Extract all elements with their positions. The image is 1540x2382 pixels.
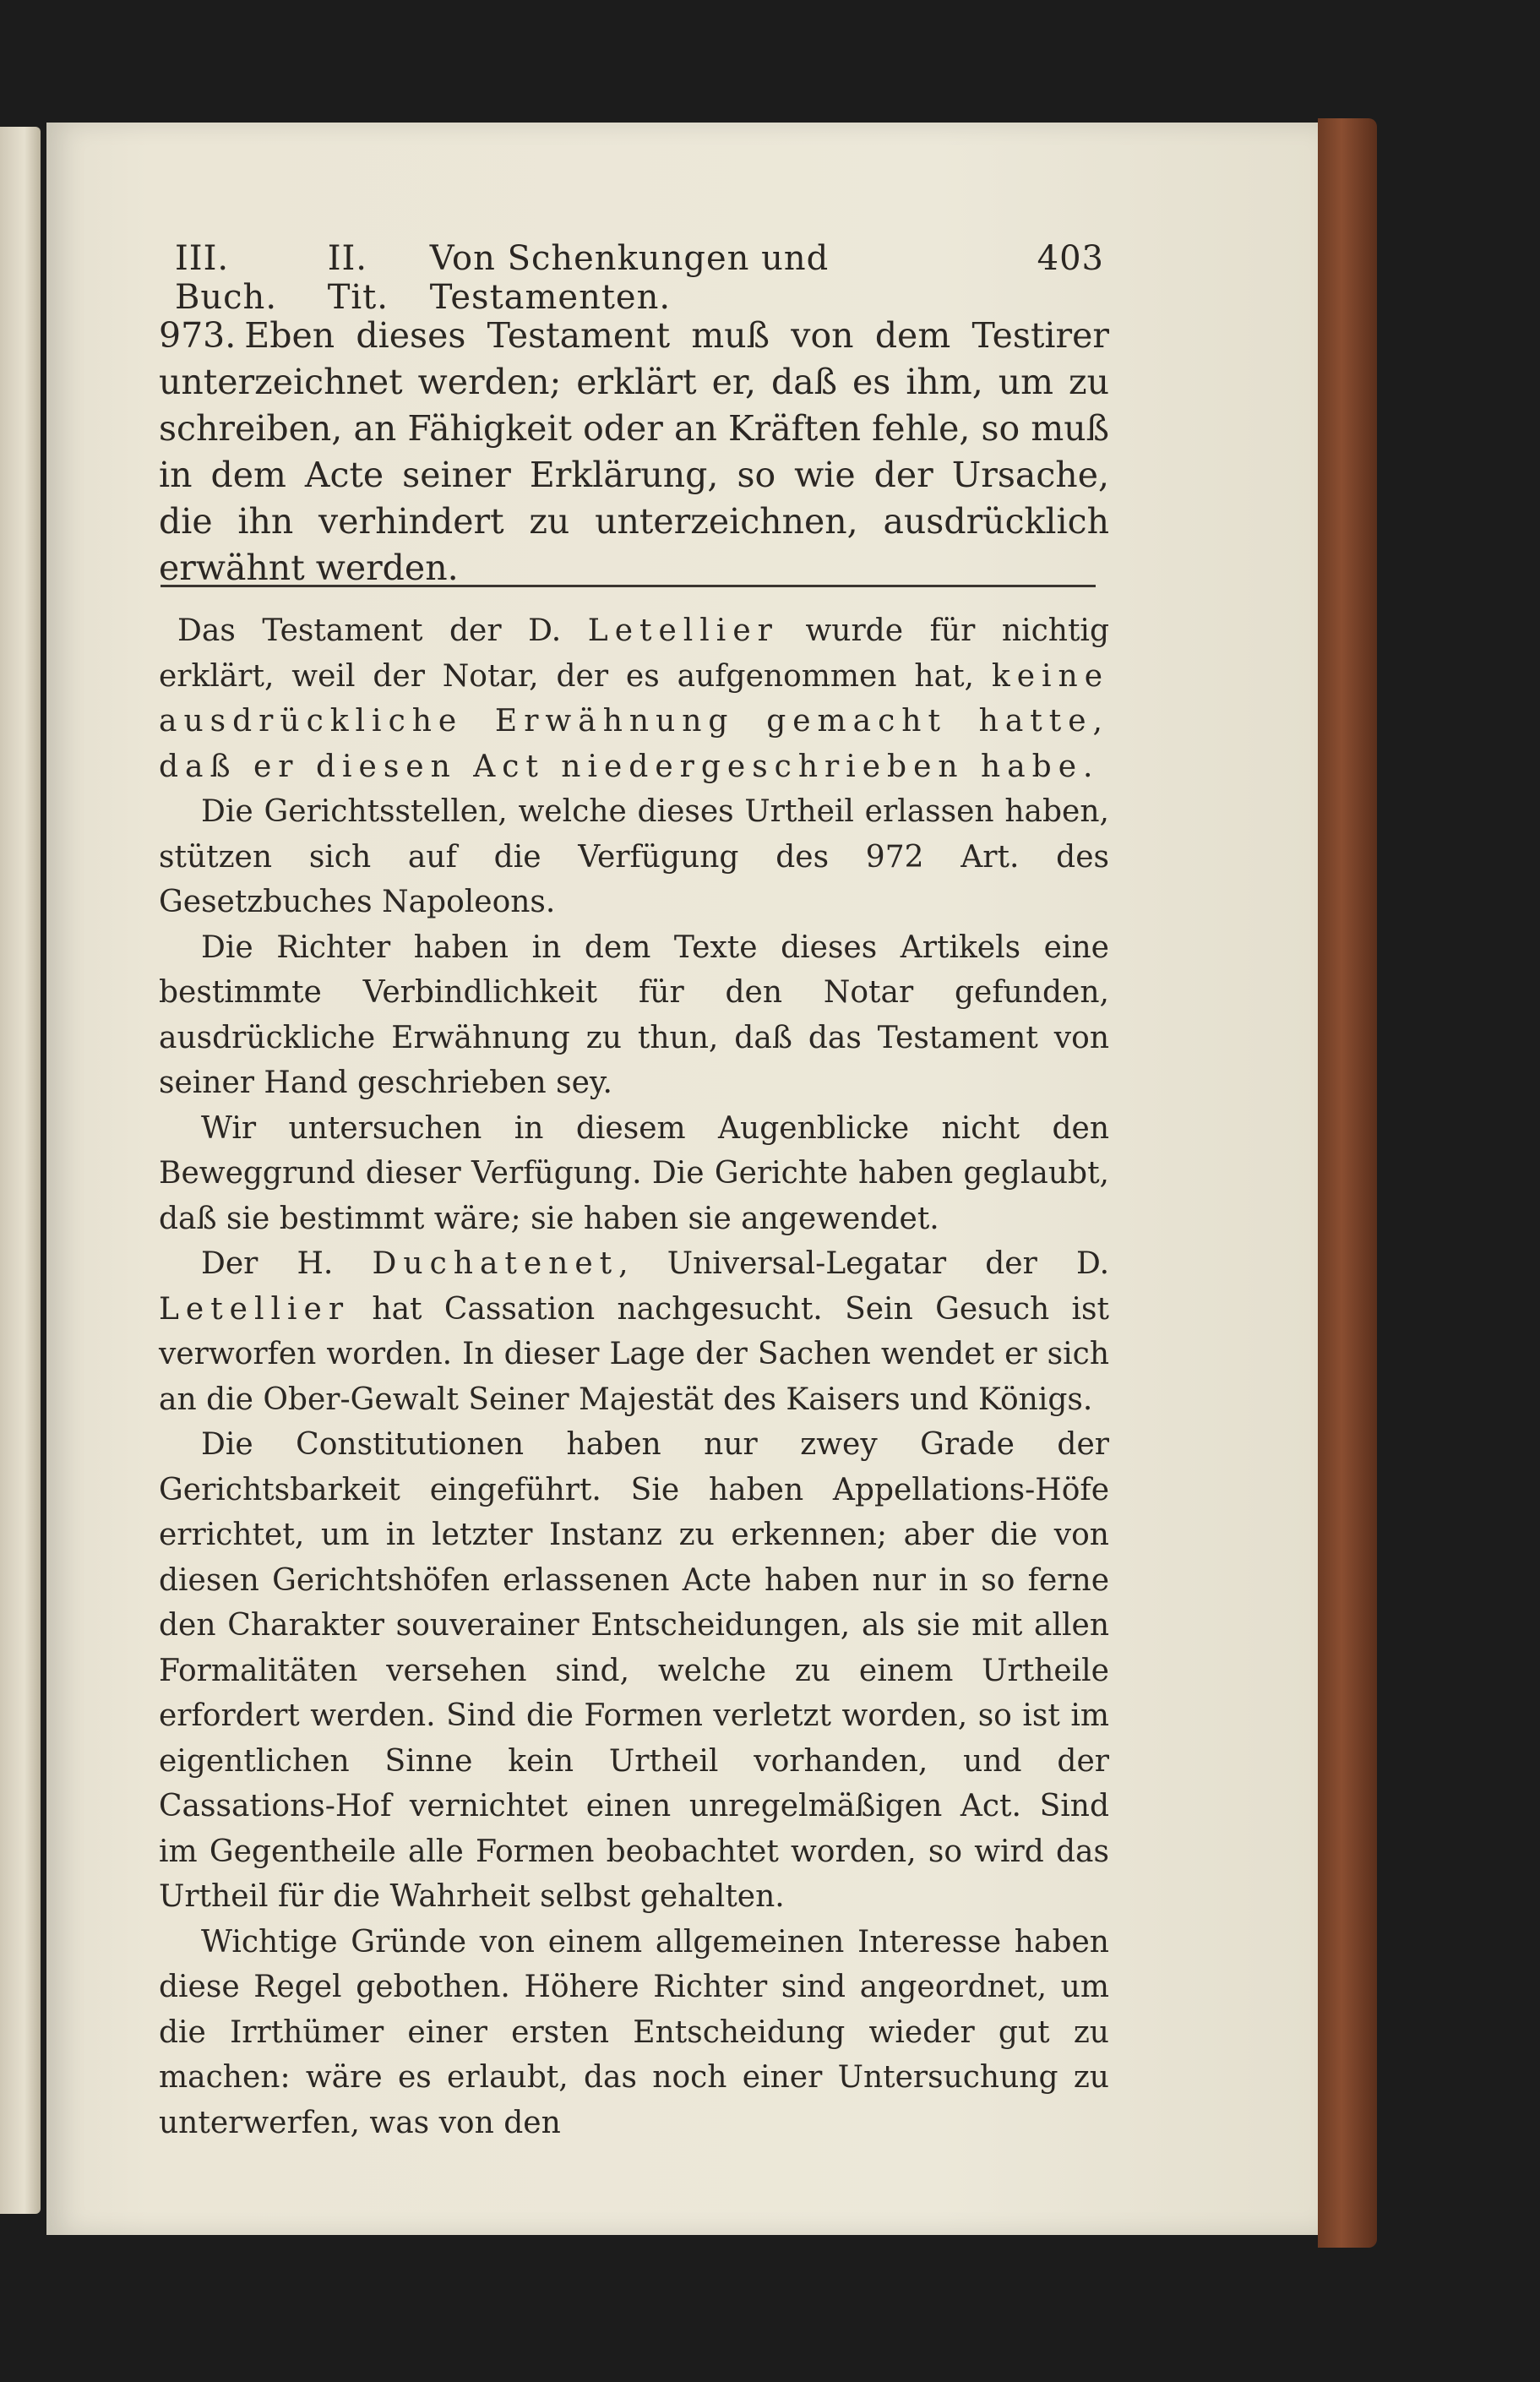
commentary-paragraph-5 (159, 1241, 1109, 1422)
header-title: II. Tit. (327, 239, 389, 317)
running-header (175, 239, 1104, 317)
header-book: III. Buch. (175, 239, 278, 317)
text-run: wurde für nichtig erklärt, weil der Notar, der es aufgenommen hat, (159, 613, 1109, 694)
name-duchatenet: Duchatenet (372, 1246, 619, 1281)
text-run: hat Cassation nachgesucht. Sein Gesuch ist verworfen worden. In dieser Lage der Sachen wendet er sich an die Ober-Gewalt Seiner Majestät des Kaisers und Königs. (159, 1291, 1109, 1417)
article-973 (159, 313, 1109, 591)
section-divider (161, 585, 1096, 587)
header-subject: Von Schenkungen und Testamenten. (429, 239, 830, 317)
commentary-paragraph-2: Die Gerichtsstellen, welche dieses Urtheil erlassen haben, stützen sich auf die Verfügung des 972 Art. des Gesetzbuches Napoleons. (159, 794, 1109, 919)
emphasized-text: keine ausdrückliche Erwähnung gemacht hatte, daß er diesen Act niedergeschrieben habe. (159, 658, 1109, 784)
text-run: Der H. (201, 1246, 373, 1281)
commentary-paragraph-6: Die Constitutionen haben nur zwey Grade der Gerichtsbarkeit eingeführt. Sie haben Appellations-Höfe errichtet, um in letzter Instanz zu erkennen; aber die von diesen Gerichtshöfen erlassenen Acte haben nur in so ferne den Charakter souverainer Entscheidungen, als sie mit allen Formalitäten versehen sind, welche zu einem Urtheile erfordert werden. Sind die Formen verletzt worden, so ist im eigentlichen Sinne kein Urtheil vorhanden, und der Cassations-Hof vernichtet einen unregelmäßigen Act. Sind im Gegentheile alle Formen beobachtet worden, so wird das Urtheil für die Wahrheit selbst gehalten. (159, 1427, 1109, 1914)
commentary-paragraph-3: Die Richter haben in dem Texte dieses Artikels eine bestimmte Verbindlichkeit für den Notar gefunden, ausdrückliche Erwähnung zu thun, daß das Testament von seiner Hand geschrieben sey. (159, 929, 1109, 1100)
commentary-paragraph-1 (159, 608, 1109, 789)
facing-page-edge (0, 127, 41, 2214)
article-number: 973. (159, 315, 237, 356)
commentary (159, 608, 1109, 2145)
page-number: 403 (1037, 239, 1105, 278)
name-letellier: Letellier (159, 1291, 351, 1327)
book-cover-edge (1318, 118, 1377, 2248)
name-letellier: Letellier (587, 613, 779, 648)
text-run: Das Testament der D. (177, 613, 588, 648)
article-text: Eben dieses Testament muß von dem Testirer unterzeichnet werden; erklärt er, daß es ihm, um zu schreiben, an Fähigkeit oder an Kräften fehle, so muß in dem Acte seiner Erklärung, so wie der Ursache, die ihn verhindert zu unterzeichnen, ausdrücklich erwähnt werden. (159, 315, 1109, 588)
commentary-paragraph-4: Wir untersuchen in diesem Augenblicke nicht den Beweggrund dieser Verfügung. Die Gerichte haben geglaubt, daß sie bestimmt wäre; sie haben sie angewendet. (159, 1110, 1109, 1236)
commentary-paragraph-7: Wichtige Gründe von einem allgemeinen Interesse haben diese Regel gebothen. Höhere Richter sind angeordnet, um die Irrthümer einer ersten Entscheidung wieder gut zu machen: wäre es erlaubt, das noch einer Untersuchung zu unterwerfen, was von den (159, 1924, 1109, 2140)
text-run: , Universal-Legatar der D. (618, 1246, 1110, 1281)
